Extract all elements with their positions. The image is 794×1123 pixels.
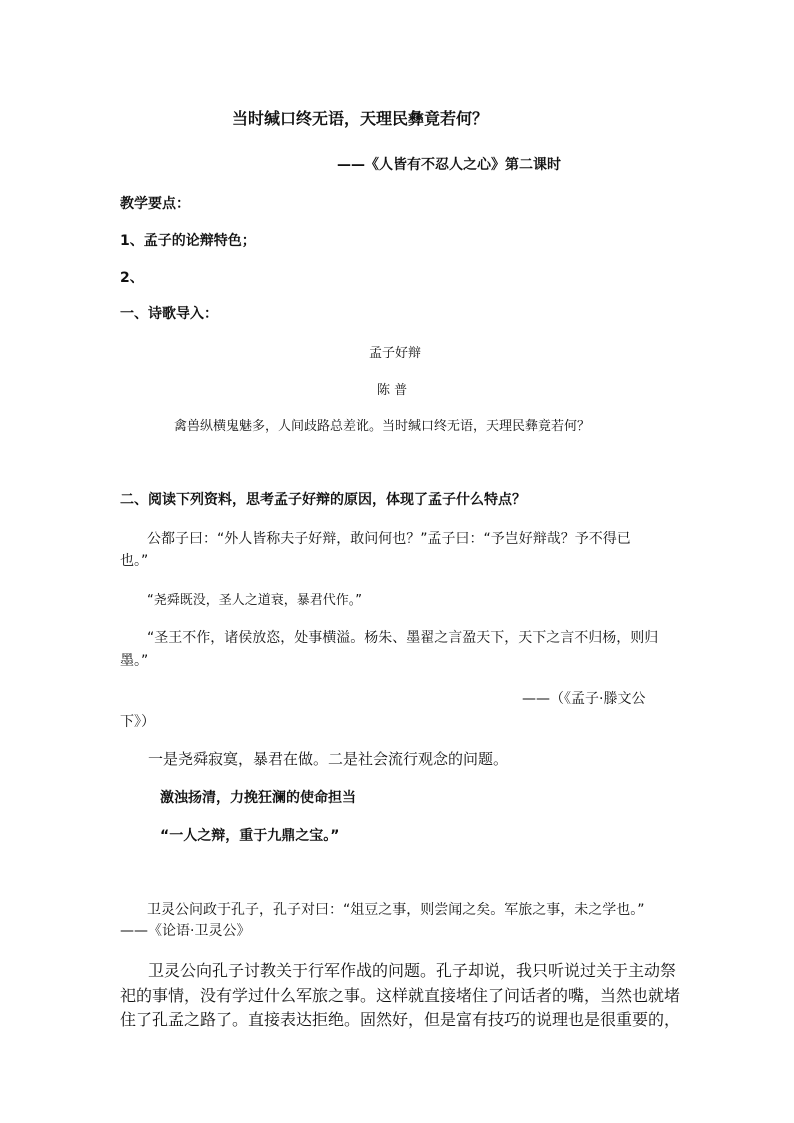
key-point-item: 1、孟子的论辩特色； bbox=[120, 233, 256, 249]
poem-title: 孟子好辩 bbox=[369, 346, 422, 361]
source-citation: ——《论语·卫灵公》 bbox=[120, 923, 251, 939]
paragraph-line: 卫灵公向孔子讨教关于行军作战的问题。孔子却说，我只听说过关于主动祭 bbox=[148, 961, 677, 980]
page-title: 当时缄口终无语，天理民彝竟若何？ bbox=[232, 109, 489, 128]
poem-text: 禽兽纵横鬼魅多，人间歧路总差讹。当时缄口终无语，天理民彝竟若何？ bbox=[174, 419, 591, 434]
paragraph-line: 住了孔孟之路了。直接表达拒绝。固然好，但是富有技巧的说理也是很重要的， bbox=[120, 1010, 681, 1029]
poem-author: 陈 普 bbox=[377, 383, 408, 398]
paragraph-line: 祀的事情，没有学过什么军旅之事。这样就直接堵住了问话者的嘴，当然也就堵 bbox=[120, 986, 681, 1005]
source-citation: ——（《孟子·滕文公 bbox=[522, 691, 646, 707]
quote-line: 也。” bbox=[120, 553, 149, 569]
key-point-item: 2、 bbox=[120, 270, 144, 286]
section-heading: 二、阅读下列资料，思考孟子好辩的原因，体现了孟子什么特点？ bbox=[120, 492, 526, 508]
analysis-text: 一是尧舜寂寞，暴君在做。二是社会流行观念的问题。 bbox=[148, 750, 509, 768]
section-heading: 一、诗歌导入： bbox=[120, 306, 218, 322]
quote-line: 公都子曰：“外人皆称夫子好辩，敢问何也？”孟子曰：“予岂好辩哉？予不得已 bbox=[147, 531, 631, 547]
bold-statement: 激浊扬清，力挽狂澜的使命担当 bbox=[160, 790, 356, 806]
bold-statement: “一人之辩，重于九鼎之宝。” bbox=[160, 828, 340, 844]
source-citation: 下》） bbox=[120, 714, 155, 730]
key-points-heading: 教学要点： bbox=[120, 196, 190, 212]
page-subtitle: ——《人皆有不忍人之心》第二课时 bbox=[337, 157, 561, 173]
quote-line: “尧舜既没，圣人之道衰，暴君代作。” bbox=[147, 593, 362, 608]
quote-line: “圣王不作，诸侯放恣，处事横溢。杨朱、墨翟之言盈天下，天下之言不归杨，则归 bbox=[147, 630, 659, 646]
quote-line: 卫灵公问政于孔子，孔子对曰：“俎豆之事，则尝闻之矣。军旅之事，未之学也。” bbox=[147, 902, 645, 918]
quote-line: 墨。” bbox=[120, 653, 149, 669]
